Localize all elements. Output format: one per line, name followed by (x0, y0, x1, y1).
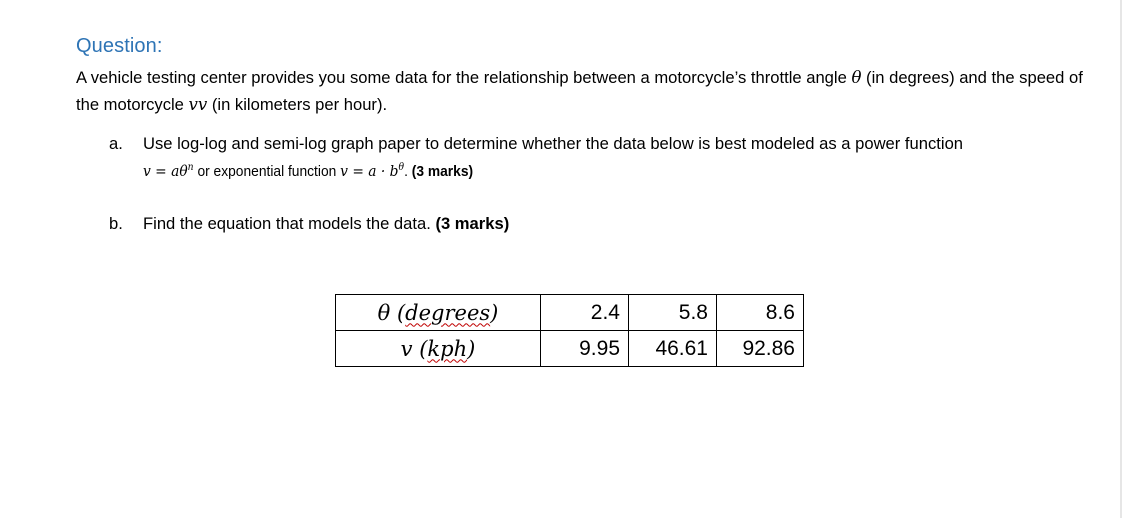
power-exponent: n (187, 162, 194, 173)
unit-kph: kph (427, 336, 468, 361)
exponential-formula: v = a · b (340, 162, 399, 180)
intro-text-3: (in kilometers per hour). (207, 95, 388, 114)
power-formula: v = aθ (143, 162, 188, 180)
item-b-marker: b. (109, 214, 123, 233)
unit-close: ) (467, 336, 476, 361)
unit-open: ( (390, 300, 406, 325)
speed-value-2: 46.61 (629, 331, 717, 367)
data-table (335, 294, 804, 367)
theta-value-3: 8.6 (717, 295, 804, 331)
table-row (336, 295, 804, 331)
speed-value-1: 9.95 (541, 331, 629, 367)
item-b-marks: (3 marks) (435, 214, 510, 233)
unit-degrees: degrees (405, 300, 491, 325)
speed-symbol-cell: v (400, 336, 413, 361)
theta-symbol: θ (851, 68, 862, 87)
speed-symbol: vv (188, 95, 208, 114)
item-b-question: Find the equation that models the data. (143, 214, 436, 233)
row-label-theta (336, 295, 541, 331)
theta-value-1: 2.4 (541, 295, 629, 331)
intro-text-1: A vehicle testing center provides you some data for the relationship between a motorcycle’s throttle angle (76, 68, 852, 87)
formula-end: . (404, 163, 412, 180)
formula-connector: or exponential function (193, 163, 341, 180)
item-a-text: Use log-log and semi-log graph paper to determine whether the data below is best modeled as a power function (143, 134, 964, 153)
question-intro (76, 64, 1086, 118)
item-b-text (143, 214, 509, 234)
speed-value-3: 92.86 (717, 331, 804, 367)
question-heading: Question: (76, 35, 163, 57)
theta-symbol-cell: θ (377, 300, 391, 325)
item-a-formula (143, 162, 473, 180)
table-row (336, 331, 804, 367)
unit-open: ( (412, 336, 428, 361)
intro-text-2: (in degrees) and the speed of the motorcycle (76, 68, 1083, 114)
row-label-speed (336, 331, 541, 367)
item-a-marker: a. (109, 134, 123, 153)
unit-close: ) (490, 300, 499, 325)
item-a-marks: (3 marks) (411, 163, 474, 180)
theta-value-2: 5.8 (629, 295, 717, 331)
exponential-exponent: θ (398, 162, 405, 173)
